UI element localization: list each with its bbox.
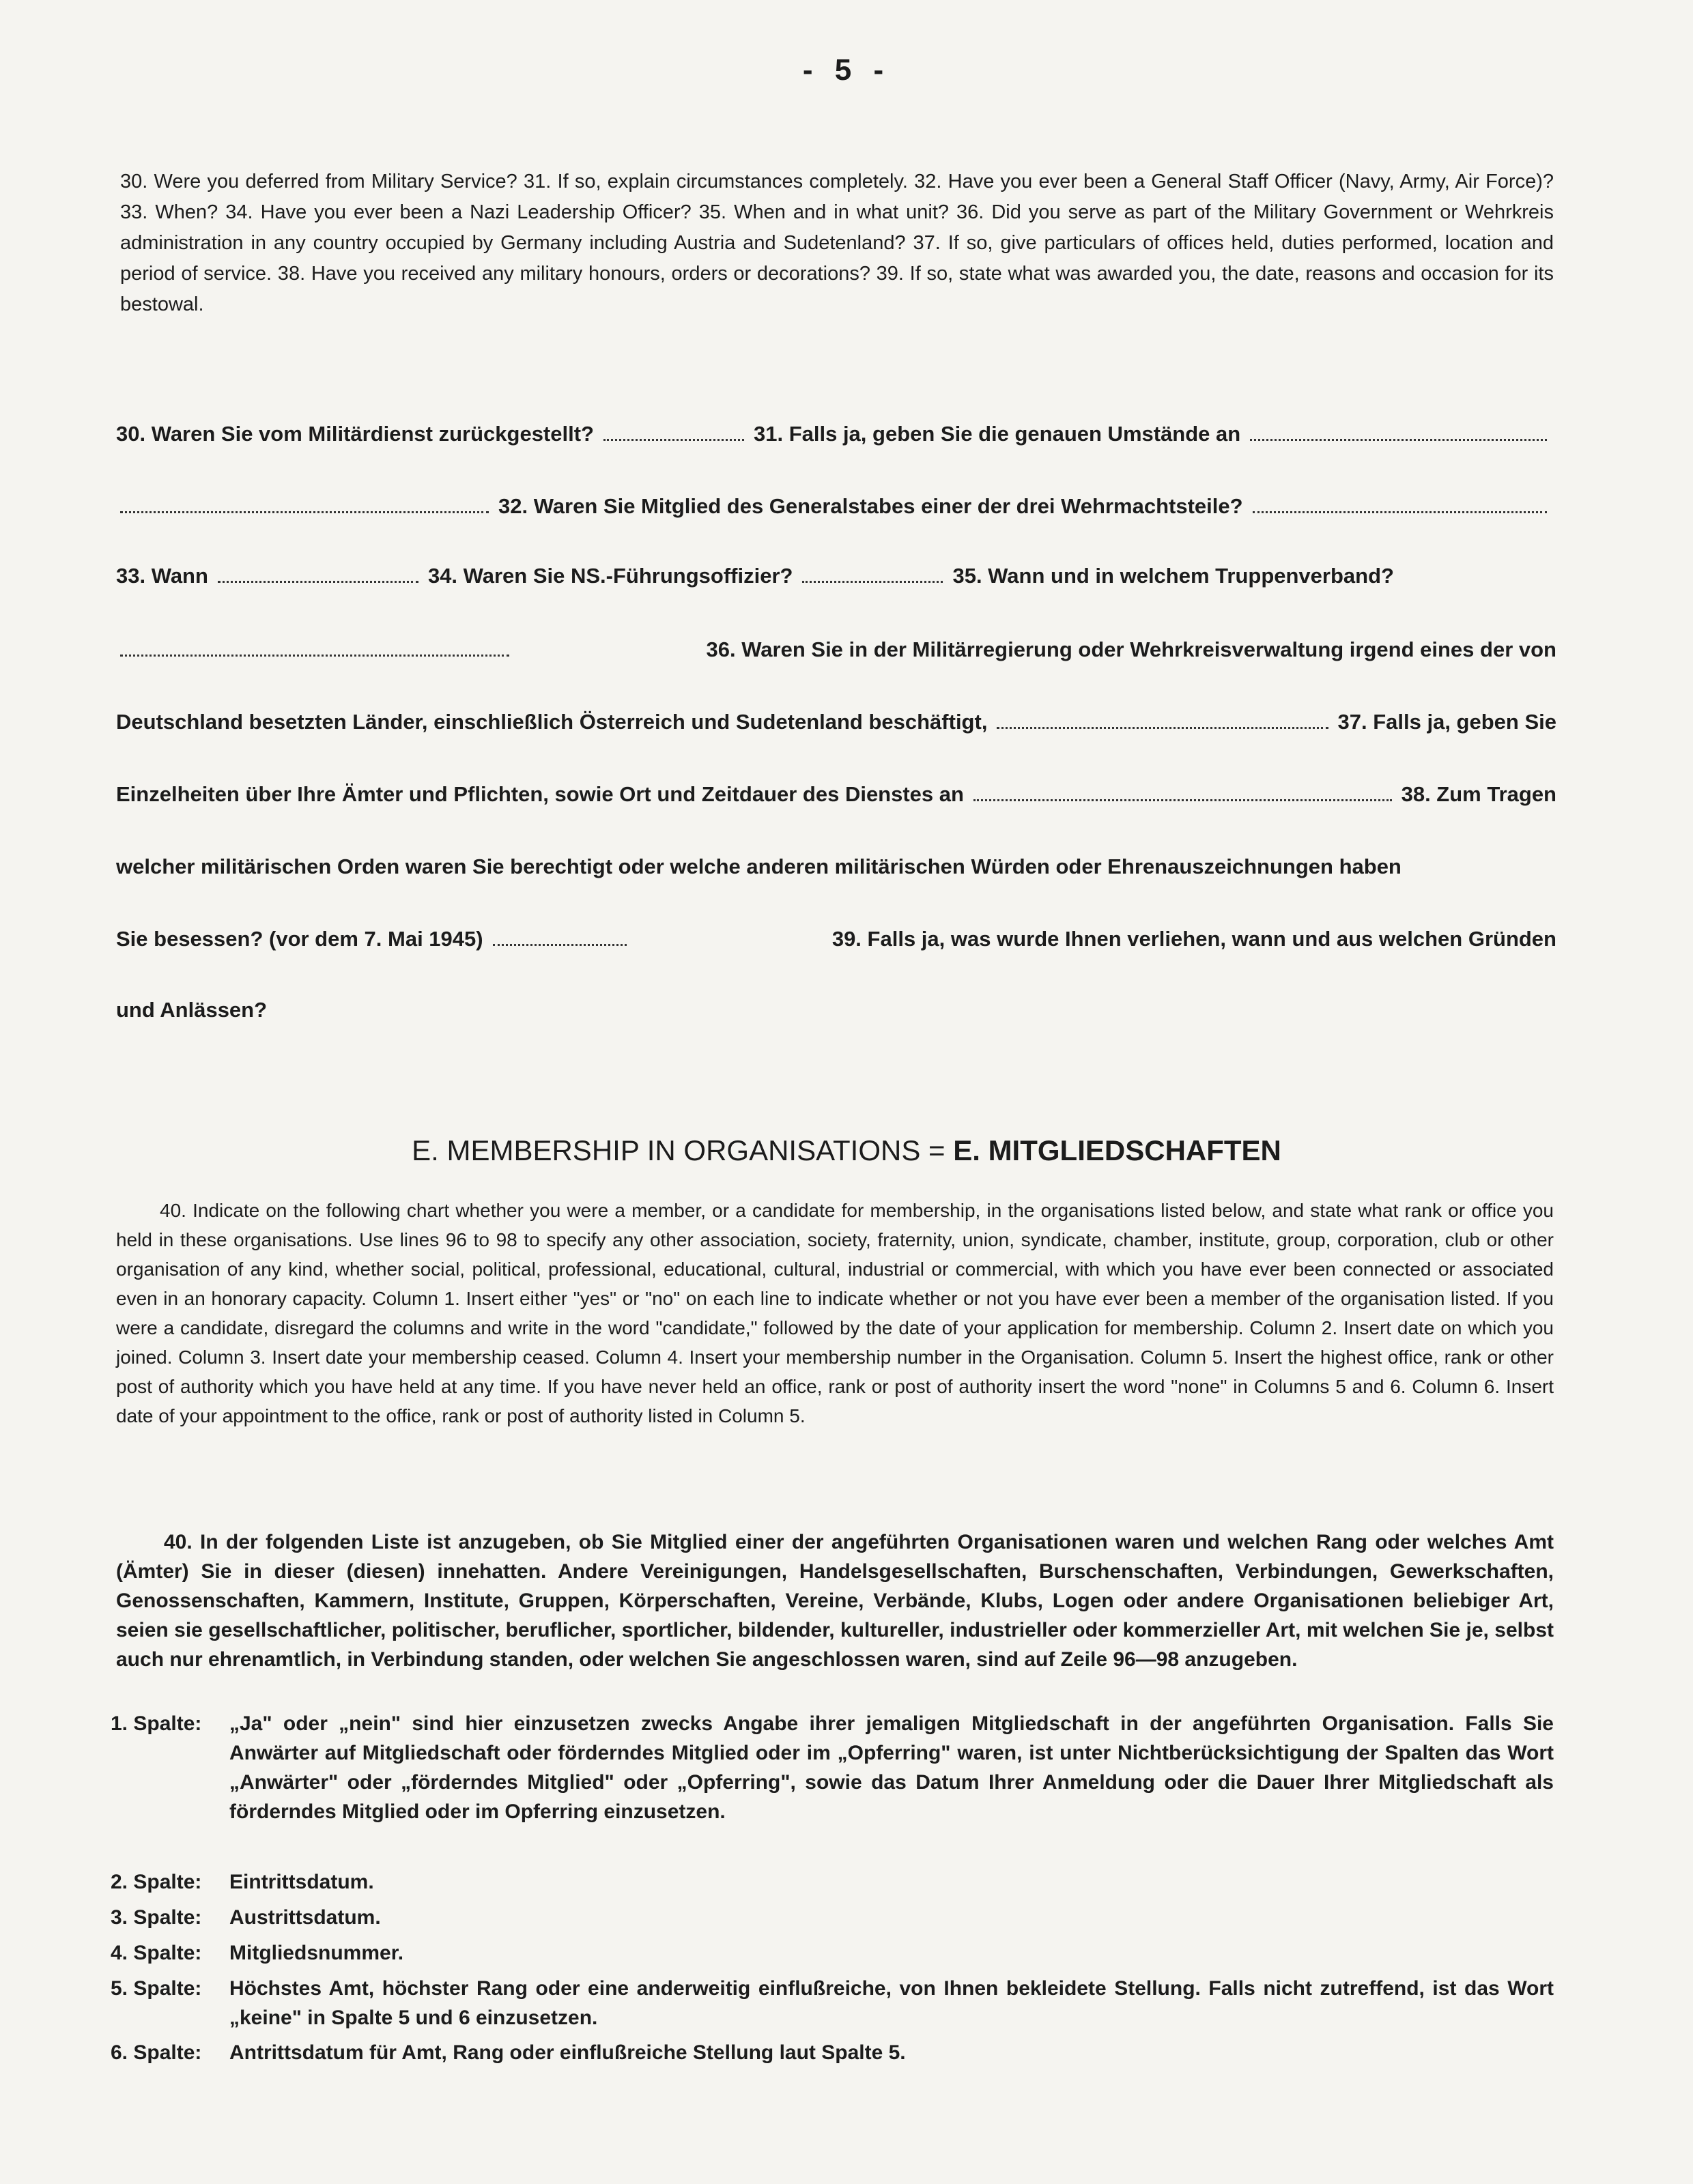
section-separator: = [920, 1134, 954, 1166]
english-questions-30-39: 30. Were you deferred from Military Service? 31. If so, explain circumstances completely. 32. Have you ever been a General Staff Officer (Navy, Army, Air Force)? 33. When? 34. Have you ever been a Nazi Leadership Officer? 35. When and in what unit? 36. Did you serve as part of the Military Government or Wehrkreis administration in any country occupied by Germany including Austria and Sudetenland? 37. If so, give particulars of offices held, duties performed, location and period of service. 38. Have you received any military honours, orders or decorations? 39. If so, state what was awarded you, the date, reasons and occasion for its bestowal. [120, 171, 1554, 315]
column-2-instruction [111, 1867, 1554, 1897]
question-32: 32. Waren Sie Mitglied des Generalstabes einer der drei Wehrmachtsteile? [498, 494, 1243, 518]
column-text: Mitgliedsnummer. [229, 1942, 404, 1964]
english-instructions-40: 40. Indicate on the following chart whether you were a member, or a candidate for membership, in the organisations listed below, and state what rank or office you held in these organisations. Use lines 96 to 98 to specify any other association, society, fraternity, union, syndicate, chamber, institute, group, corporation, club or other organisation of any kind, whether social, political, professional, educational, cultural, industrial or commercial, with which you have ever been connected or associated even in an honorary capacity. Column 1. Insert either "yes" or "no" on each line to indicate whether or not you have ever been a member of the organisation listed. If you were a candidate, disregard the columns and write in the word "candidate," followed by the date of your application for membership. Column 2. Insert date on which you joined. Column 3. Insert date your membership ceased. Column 4. Insert your membership number in the Organisation. Column 5. Insert the highest office, rank or other post of authority which you have held at any time. If you have never held an office, rank or post of authority insert the word "none" in Columns 5 and 6. Column 6. Insert date of your appointment to the office, rank or post of authority listed in Column 5. [116, 1200, 1554, 1426]
german-instructions-40: 40. In der folgenden Liste ist anzugeben, ob Sie Mitglied einer der angeführten Organisationen waren und welchen Rang oder welches Amt (Ämter) Sie in dieser (diesen) innehatten. Andere Vereinigungen, Handelsgesellschaften, Burschenschaften, Verbindungen, Gewerkschaften, Genossenschaften, Kammern, Institute, Gruppen, Körperschaften, Vereine, Verbände, Klubs, Logen oder andere Organisationen beliebiger Art, seien sie gesellschaftlicher, politischer, beruflicher, sportlicher, bildender, kultureller, industrieller oder kommerzieller Art, mit welchen Sie je, selbst auch nur ehrenamtlich, in Verbindung standen, oder welchen Sie angeschlossen waren, sind auf Zeile 96—98 anzugeben. [116, 1531, 1554, 1671]
column-label: 1. Spalte: [111, 1712, 202, 1735]
answer-field-31-cont[interactable] [120, 510, 489, 513]
answer-field-33[interactable] [218, 579, 418, 583]
question-34: 34. Waren Sie NS.-Führungsoffizier? [427, 564, 793, 588]
question-37-cont: Einzelheiten über Ihre Ämter und Pflichten, sowie Ort und Zeitdauer des Dienstes an [116, 782, 964, 806]
question-line-38-39 [116, 927, 1556, 951]
column-text: Austrittsdatum. [229, 1906, 381, 1929]
question-38-end: Sie besessen? (vor dem 7. Mai 1945) [116, 927, 483, 951]
column-text: „Ja" oder „nein" sind hier einzusetzen zwecks Angabe ihrer jemaligen Mitgliedschaft in der angeführten Organisation. Falls Sie Anwärter auf Mitgliedschaft oder förderndes Mitglied oder im „Opferring" waren, ist unter Nichtberücksichtigung der Spalten das Wort „Anwärter" oder „förderndes Mitglied" oder „Opferring", sowie das Datum Ihrer Anmeldung oder die Dauer Ihrer Mitgliedschaft als förderndes Mitglied oder im Opferring einzusetzen. [229, 1712, 1554, 1823]
question-30: 30. Waren Sie vom Militärdienst zurückgestellt? [116, 422, 594, 446]
column-text: Antrittsdatum für Amt, Rang oder einflußreiche Stellung laut Spalte 5. [229, 2041, 906, 2064]
question-line-36 [116, 637, 1556, 662]
question-line-36-37 [116, 710, 1556, 734]
answer-field-32[interactable] [1253, 510, 1547, 513]
column-3-instruction [111, 1903, 1554, 1932]
question-line-38-cont [116, 854, 1556, 879]
question-36: 36. Waren Sie in der Militärregierung oder Wehrkreisverwaltung irgend eines der von [706, 637, 1556, 661]
column-1-instruction [111, 1709, 1554, 1826]
question-38: 38. Zum Tragen [1401, 782, 1556, 806]
page-number: - 5 - [802, 53, 891, 87]
answer-field-37[interactable] [973, 798, 1392, 801]
answer-field-36[interactable] [997, 725, 1328, 729]
answer-field-31[interactable] [1250, 437, 1547, 441]
section-title-de: E. MITGLIEDSCHAFTEN [953, 1134, 1281, 1166]
section-heading [0, 1134, 1693, 1167]
question-38-cont: welcher militärischen Orden waren Sie berechtigt oder welche anderen militärischen Würden oder Ehrenauszeichnungen haben [116, 854, 1402, 878]
question-line-32 [116, 494, 1556, 519]
question-36-cont: Deutschland besetzten Länder, einschließlich Österreich und Sudetenland beschäftigt, [116, 710, 988, 734]
column-5-instruction [111, 1974, 1554, 2032]
answer-field-35[interactable] [120, 653, 509, 657]
column-label: 4. Spalte: [111, 1942, 202, 1964]
question-line-39-cont [116, 998, 1556, 1022]
question-39: 39. Falls ja, was wurde Ihnen verliehen, wann und aus welchen Gründen [831, 927, 1556, 951]
question-line-33-35 [116, 564, 1556, 588]
answer-field-30[interactable] [603, 437, 744, 441]
question-35: 35. Wann und in welchem Truppenverband? [952, 564, 1394, 588]
column-4-instruction [111, 1938, 1554, 1968]
column-label: 3. Spalte: [111, 1906, 202, 1929]
answer-field-34[interactable] [802, 579, 943, 583]
section-title-en: E. MEMBERSHIP IN ORGANISATIONS [412, 1134, 921, 1166]
question-39-cont: und Anlässen? [116, 998, 268, 1022]
question-31: 31. Falls ja, geben Sie die genauen Umstände an [753, 422, 1241, 446]
question-37: 37. Falls ja, geben Sie [1337, 710, 1556, 734]
column-text: Eintrittsdatum. [229, 1871, 374, 1893]
question-line-37-38 [116, 782, 1556, 807]
answer-field-38[interactable] [493, 943, 627, 946]
column-label: 2. Spalte: [111, 1871, 202, 1893]
column-label: 6. Spalte: [111, 2041, 202, 2064]
column-label: 5. Spalte: [111, 1977, 202, 2000]
column-text: Höchstes Amt, höchster Rang oder eine anderweitig einflußreiche, von Ihnen bekleidete Stellung. Falls nicht zutreffend, ist das Wort „keine" in Spalte 5 und 6 einzusetzen. [229, 1977, 1554, 2029]
question-line-30-31 [116, 422, 1556, 446]
column-6-instruction [111, 2038, 1554, 2067]
question-33: 33. Wann [116, 564, 208, 588]
